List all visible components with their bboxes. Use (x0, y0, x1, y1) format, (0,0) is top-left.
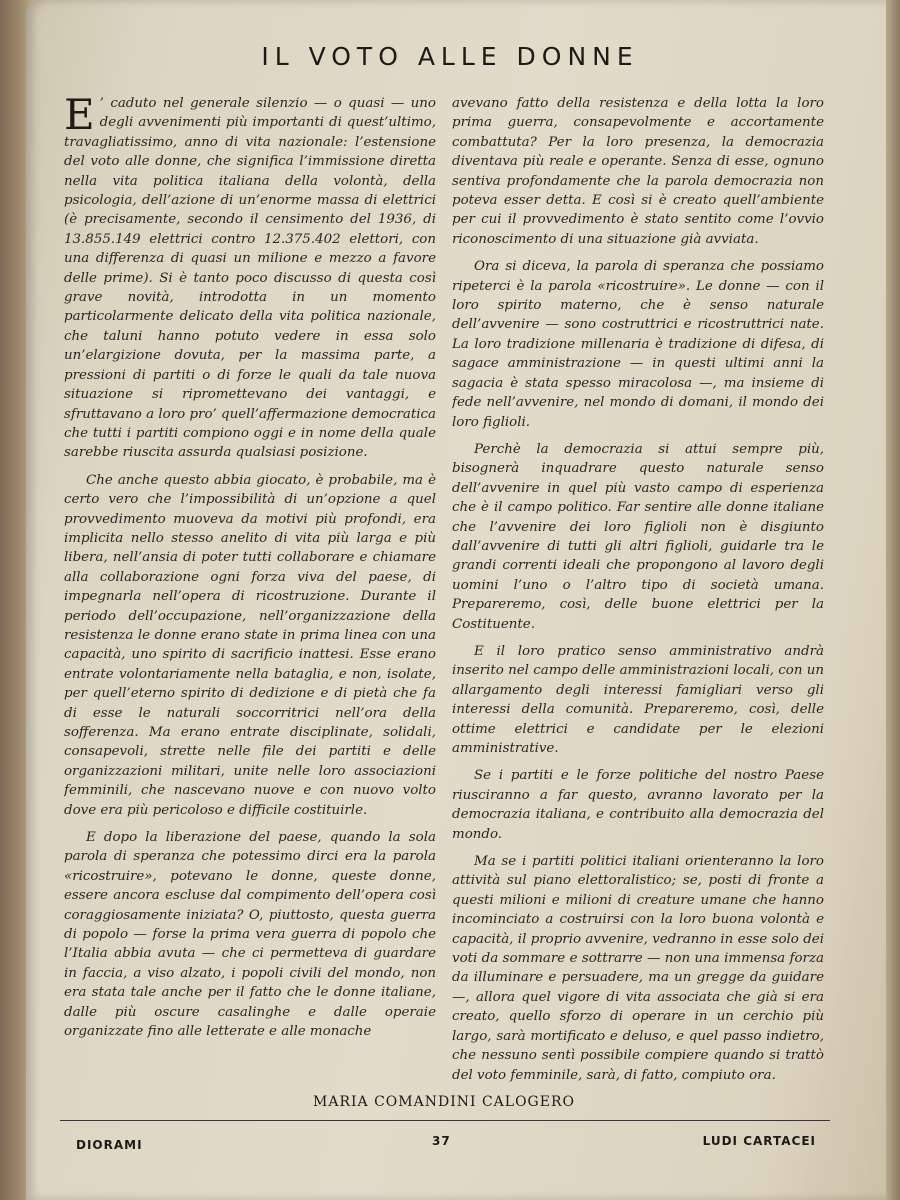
page-edge (886, 0, 900, 1200)
drop-cap: E (64, 94, 95, 139)
left-column (64, 94, 436, 1084)
paragraph: Che anche questo abbia giocato, è probabile, ma è certo vero che l’impossibilità di un’opzione a quel provvedimento muoveva da motivi più profondi, era implicita nello stesso anelito di vita più larga e più libera, nell’ansia di poter tutti collaborare e chiamare alla collaborazione ogni forza viva del paese, di impegnarla nell’opera di ricostruzione. Durante il periodo dell’occupazione, nell’organizzazione della resistenza le donne erano state in prima linea con una capacità, uno spirito di sacrificio inattesi. Esse erano entrate volontariamente nella bataglia, e non, isolate, per quell’eterno spirito di dedizione e di pietà che fa di esse le naturali soccorritrici nell’ora della sofferenza. Ma erano entrate disciplinate, solidali, consapevoli, strette nelle file dei partiti e delle organizzazioni militari, unite nelle loro associazioni femminili, che nascevano nuove e con nuovo volto dove era più pericoloso e difficile costituirle. (64, 472, 436, 818)
paragraph (64, 94, 436, 463)
paragraph: Ma se i partiti politici italiani orienteranno la loro attività sul piano elettoralistico; se, posti di fronte a questi milioni e milioni di creature umane che hanno incominciato a costruirsi con la loro buona volontà e capacità, il proprio avvenire, vedranno in esse solo dei voti da sommare e sottrarre — non una immensa forza da illuminare e persuadere, ma un gregge da guidare —, allora quel vigore di vita associata che già si era creato, quello sforzo di operare in un cerchio più largo, sarà mortificato e deluso, e quel passo indietro, che nessuno sentì possibile compiere quando si trattò del voto femminile, sarà, di fatto, compiuto ora. (452, 854, 824, 1083)
footer-section-left: DIORAMI (76, 1138, 143, 1152)
paragraph: E dopo la liberazione del paese, quando la sola parola di speranza che potessimo dirci era la parola «ricostruire», potevano le donne, queste donne, essere ancora escluse dal compimento dell’opera così coraggiosamente iniziata? O, piuttosto, questa guerra di popolo — forse la prima vera guerra di popolo che l’Italia abbia avuta — che ci permetteva di guardare in faccia, a viso alzato, i popoli civili del mondo, non era stata tale anche per il fatto che le donne italiane, dalle più oscure casalinghe e dalle operaie organizzate fino alle letterate e alle monache (64, 830, 436, 1040)
footer-divider (60, 1120, 830, 1121)
author-byline: MARIA COMANDINI CALOGERO (313, 1094, 575, 1110)
right-column (452, 94, 824, 1084)
paragraph: Se i partiti e le forze politiche del nostro Paese riusciranno a far questo, avranno lavorato per la democrazia italiana, e contribuito alla democrazia del mondo. (452, 768, 824, 842)
paragraph-text: ’ caduto nel generale silenzio — o quasi — uno degli avvenimenti più importanti di quest’ultimo, travagliatissimo, anno di vita nazionale: l’estensione del voto alle donne, che significa l’immissione diretta nella vita politica italiana della volontà, della psicologia, dell’azione di un’enorme massa di elettrici (è precisamente, secondo il censimento del 1936, di 13.855.149 elettrici contro 12.375.402 elettori, con una differenza di quasi un milione e mezzo a favore delle prime). Si è tanto poco discusso di questa così grave novità, introdotta in un momento particolarmente delicato della vita politica nazionale, che taluni hanno potuto vedere in essa solo un’elargizione dovuta, per la massima parte, a pressioni di partiti o di forze le quali da tale nuova situazione si ripromettevano dei vantaggi, e sfruttavano a loro pro’ quell’affermazione democratica che tutti i partiti compiono oggi e in nome della quale sarebbe riuscita assurda qualsiasi posizione. (64, 96, 436, 461)
paragraph: Perchè la democrazia si attui sempre più, bisognerà inquadrare questo naturale senso dell’avvenire in quel più vasto campo di esperienza che è il campo politico. Far sentire alle donne italiane che l’avvenire dei loro figlioli non è disgiunto dall’avvenire di tutti gli altri figlioli, guidarle tra le grandi correnti ideali che propongono al lavoro degli uomini l’uno o l’altro tipo di società umana. Prepareremo, così, delle buone elettrici per la Costituente. (452, 441, 824, 632)
page-number: 37 (432, 1134, 451, 1148)
paragraph: Ora si diceva, la parola di speranza che possiamo ripeterci è la parola «ricostruire». Le donne — con il loro spirito materno, che è senso naturale dell’avvenire — sono costruttrici e ricostruttrici nate. La loro tradizione millenaria è tradizione di difesa, di sagace amministrazione — in questi ultimi anni la sagacia è stata spesso miracolosa —, ma insieme di fede nell’avvenire, nel mondo di domani, il mondo dei loro figlioli. (452, 259, 824, 430)
paragraph: avevano fatto della resistenza e della lotta la loro prima guerra, consapevolmente e accortamente combattuta? Per la loro presenza, la democrazia diventava più reale e operante. Senza di esse, ognuno sentiva profondamente che la parola democrazia non poteva esser detta. E così si è creato quell’ambiente per cui il provvedimento è stato sentito come l’ovvio riconoscimento di una situazione già avviata. (452, 96, 824, 247)
paragraph: E il loro pratico senso amministrativo andrà inserito nel campo delle amministrazioni locali, con un allargamento degli interessi famigliari verso gli interessi della comunità. Prepareremo, così, delle ottime elettrici e candidate per le elezioni amministrative. (452, 643, 824, 756)
footer-section-right: LUDI CARTACEI (702, 1134, 816, 1148)
page-footer (76, 1134, 816, 1158)
article-title: IL VOTO ALLE DONNE (261, 42, 639, 71)
